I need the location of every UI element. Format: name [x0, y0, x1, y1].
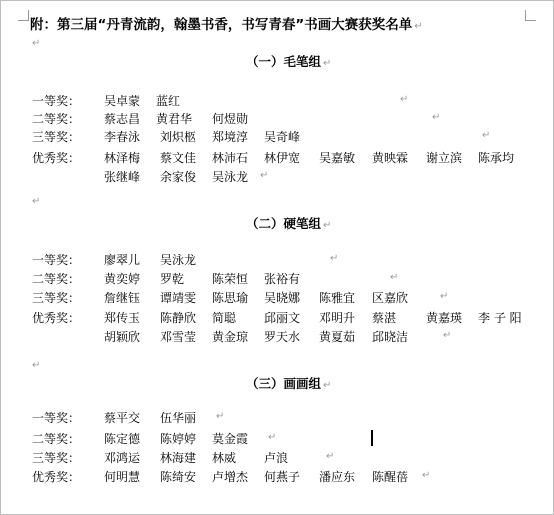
award-level-label: 优秀奖：	[32, 311, 81, 325]
winner-name[interactable]: 蔡志昌	[104, 112, 141, 126]
winner-name[interactable]: 吴卓蒙	[104, 94, 141, 108]
text-cursor	[371, 430, 373, 446]
winner-name[interactable]: 陈醒蓓	[372, 470, 409, 484]
winner-name[interactable]: 黄奕婷	[104, 272, 141, 286]
winner-name[interactable]: 林海建	[160, 451, 197, 465]
winner-name[interactable]: 张裕有	[264, 272, 301, 286]
winner-name[interactable]: 区嘉欣	[372, 291, 409, 305]
winner-name[interactable]: 潘应东	[319, 470, 356, 484]
winner-name[interactable]: 黄嘉瑛	[426, 311, 463, 325]
winner-name[interactable]: 黄金琼	[212, 330, 249, 344]
winner-name[interactable]: 郑境淳	[212, 130, 249, 144]
award-level-label: 二等奖：	[32, 432, 81, 446]
empty-paragraph-mark: ↵	[32, 196, 41, 207]
section-heading[interactable]: （三）画画组 ↵	[246, 376, 332, 391]
paragraph-mark: ↵	[326, 451, 335, 462]
winner-name[interactable]: 陈婷婷	[160, 432, 197, 446]
empty-paragraph-mark: ↵	[32, 360, 41, 371]
paragraph-mark: ↵	[390, 272, 399, 283]
winner-name[interactable]: 吴晓娜	[264, 291, 301, 305]
winner-name[interactable]: 陈定德	[104, 432, 141, 446]
paragraph-mark: ↵	[330, 253, 339, 264]
winner-name[interactable]: 简聪	[212, 311, 237, 325]
winner-name[interactable]: 李 子 阳	[478, 311, 522, 325]
winner-name[interactable]: 陈绮安	[160, 470, 197, 484]
document-title[interactable]	[30, 13, 423, 33]
winner-name[interactable]: 罗乾	[160, 272, 185, 286]
winner-name[interactable]: 林伊宽	[264, 151, 301, 165]
award-level-label: 一等奖：	[32, 411, 81, 425]
page-corner-mark-left	[18, 10, 29, 21]
award-level-label: 优秀奖：	[32, 151, 81, 165]
winner-name[interactable]: 刘炽柩	[160, 130, 197, 144]
award-level-label: 优秀奖：	[32, 470, 81, 484]
winner-name[interactable]: 吴嘉敏	[319, 151, 356, 165]
winner-name[interactable]: 余家俊	[160, 170, 197, 184]
empty-paragraph-mark: ↵	[32, 38, 41, 49]
winner-name[interactable]: 陈荣恒	[212, 272, 249, 286]
winner-name[interactable]: 何燕子	[264, 470, 301, 484]
winner-name[interactable]: 何明慧	[104, 470, 141, 484]
paragraph-mark: ↵	[443, 330, 452, 341]
award-level-label: 三等奖：	[32, 451, 81, 465]
winner-name[interactable]: 郑传玉	[104, 311, 141, 325]
section-heading[interactable]: （二）硬笔组 ↵	[246, 216, 332, 231]
winner-name[interactable]: 黄君华	[156, 112, 193, 126]
winner-name[interactable]: 黄夏茹	[319, 330, 356, 344]
document-title-text: 附：第三届“丹青流韵，翰墨书香，书写青春”书画大赛获奖名单	[30, 17, 413, 33]
winner-name[interactable]: 邓明升	[319, 311, 356, 325]
paragraph-mark: ↵	[323, 380, 332, 391]
winner-name[interactable]: 何煜勋	[212, 112, 249, 126]
winner-name[interactable]: 廖翠儿	[104, 253, 141, 267]
winner-name[interactable]: 卢浪	[264, 451, 289, 465]
winner-name[interactable]: 陈承均	[478, 151, 515, 165]
paragraph-mark: ↵	[268, 432, 277, 443]
winner-name[interactable]: 谢立滨	[426, 151, 463, 165]
winner-name[interactable]: 黄映霖	[372, 151, 409, 165]
winner-name[interactable]: 邓鸿运	[104, 451, 141, 465]
paragraph-mark: ↵	[414, 21, 423, 32]
winner-name[interactable]: 蓝红	[156, 94, 181, 108]
winner-name[interactable]: 谭靖雯	[160, 291, 197, 305]
paragraph-mark: ↵	[260, 170, 269, 181]
winner-name[interactable]: 吴泳龙	[212, 170, 249, 184]
winner-name[interactable]: 邱丽文	[264, 311, 301, 325]
award-level-label: 一等奖：	[32, 253, 81, 267]
winner-name[interactable]: 蔡平交	[104, 411, 141, 425]
paragraph-mark: ↵	[323, 58, 332, 69]
winner-name[interactable]: 蔡文佳	[160, 151, 197, 165]
winner-name[interactable]: 詹继钰	[104, 291, 141, 305]
winner-name[interactable]: 邓雪莹	[160, 330, 197, 344]
winner-name[interactable]: 陈雅宜	[319, 291, 356, 305]
section-heading[interactable]: （一）毛笔组 ↵	[246, 54, 332, 69]
paragraph-mark: ↵	[432, 112, 441, 123]
winner-name[interactable]: 林沛石	[212, 151, 249, 165]
paragraph-mark: ↵	[440, 291, 449, 302]
paragraph-mark: ↵	[323, 220, 332, 231]
winner-name[interactable]: 邱晓洁	[372, 330, 409, 344]
paragraph-mark: ↵	[400, 94, 409, 105]
winner-name[interactable]: 林威	[212, 451, 237, 465]
winner-name[interactable]: 胡颖欣	[104, 330, 141, 344]
winner-name[interactable]: 陈思瑜	[212, 291, 249, 305]
winner-name[interactable]: 李春泳	[104, 130, 141, 144]
award-level-label: 三等奖：	[32, 130, 81, 144]
winner-name[interactable]: 莫金霞	[212, 432, 249, 446]
winner-name[interactable]: 陈静欣	[160, 311, 197, 325]
winner-name[interactable]: 卢增杰	[212, 470, 249, 484]
winner-name[interactable]: 蔡湛	[372, 311, 397, 325]
paragraph-mark: ↵	[216, 411, 225, 422]
winner-name[interactable]: 林泽梅	[104, 151, 141, 165]
award-level-label: 一等奖：	[32, 94, 81, 108]
winner-name[interactable]: 张继峰	[104, 170, 141, 184]
winner-name[interactable]: 罗天水	[264, 330, 301, 344]
paragraph-mark: ↵	[482, 130, 491, 141]
winner-name[interactable]: 伍华丽	[160, 411, 197, 425]
page-corner-mark-right	[525, 10, 536, 21]
award-level-label: 二等奖：	[32, 272, 81, 286]
award-level-label: 二等奖：	[32, 112, 81, 126]
winner-name[interactable]: 吴奇峰	[264, 130, 301, 144]
paragraph-mark: ↵	[422, 470, 431, 481]
award-level-label: 三等奖：	[32, 291, 81, 305]
winner-name[interactable]: 吴泳龙	[160, 253, 197, 267]
